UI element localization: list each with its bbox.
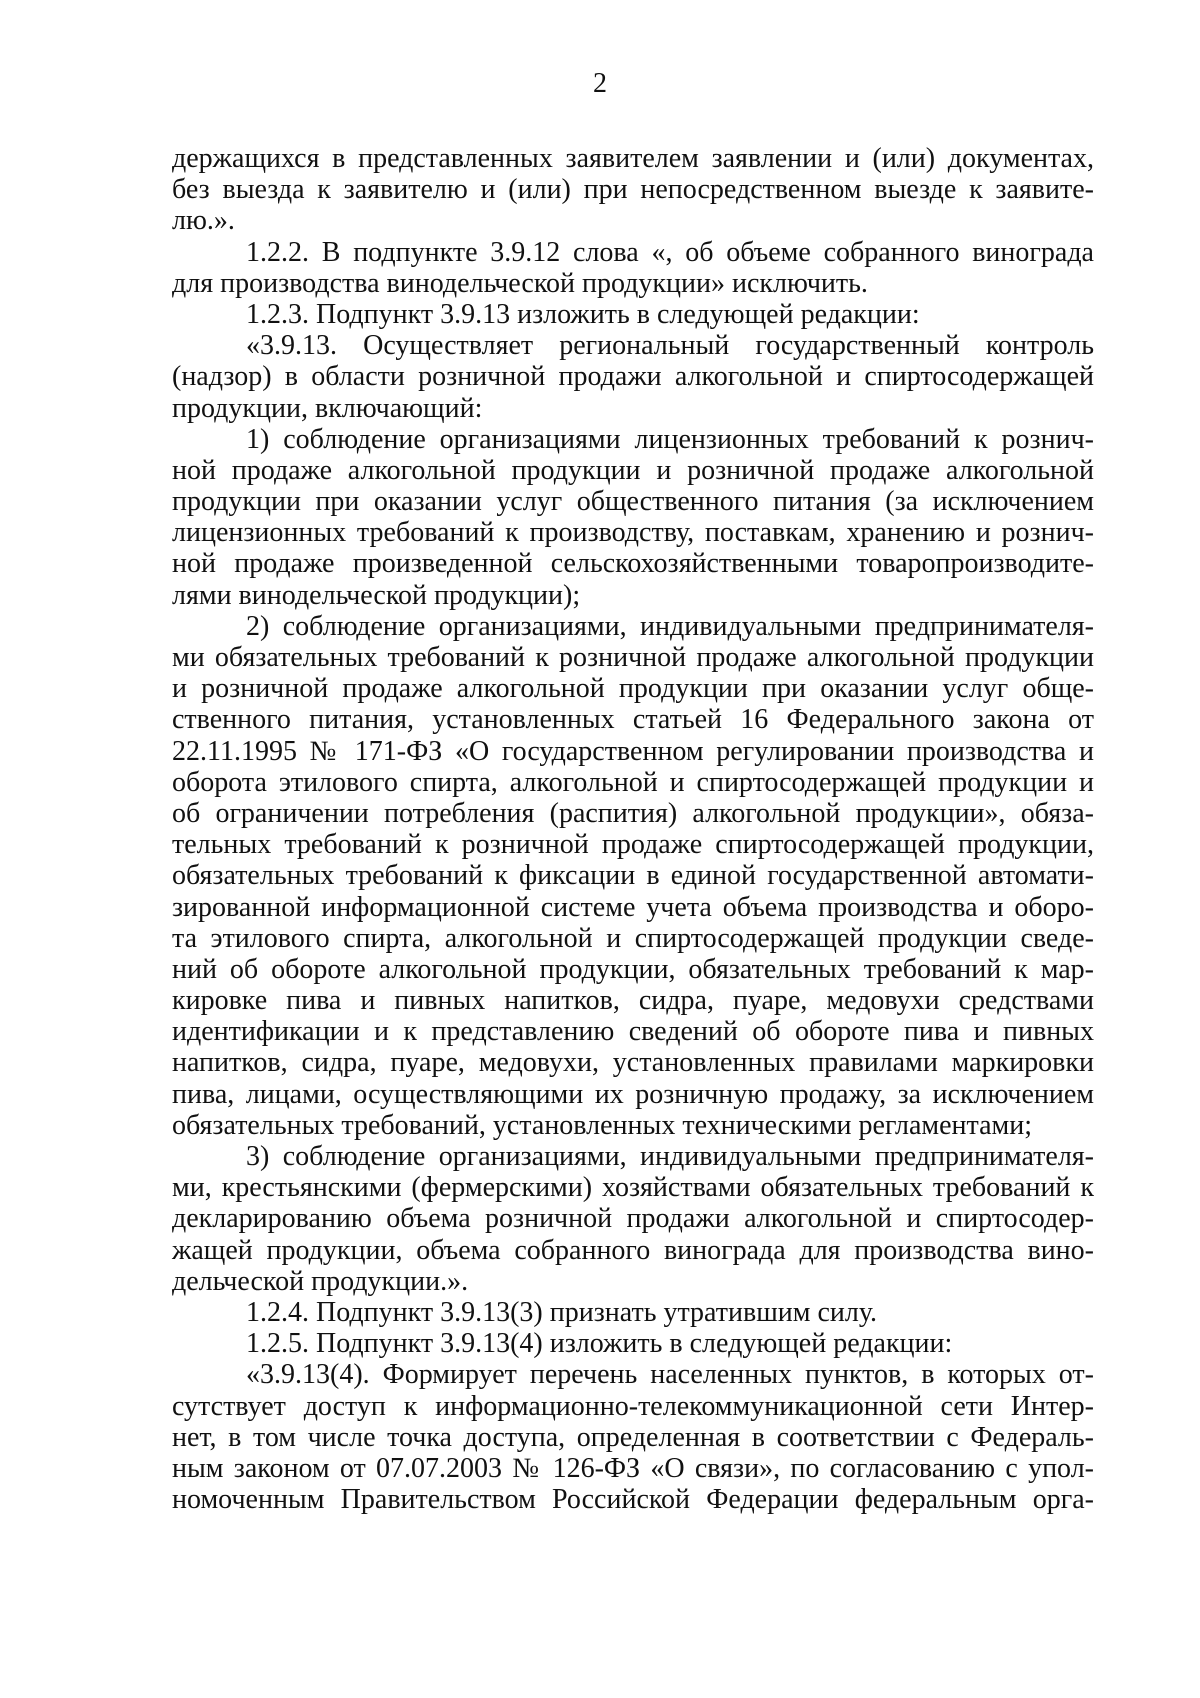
text-line: 1.2.4. Подпункт 3.9.13(3) признать утратившим силу.: [246, 1296, 878, 1328]
text-line: декларированию объема розничной продажи алкогольной и спиртосодер-: [172, 1203, 1094, 1235]
document-body: [172, 143, 1094, 1515]
text-line: ной продаже алкогольной продукции и розничной продаже алкогольной: [172, 454, 1094, 486]
text-line: (надзор) в области розничной продажи алкогольной и спиртосодержащей: [172, 361, 1094, 393]
text-line: держащихся в представленных заявителем заявлении и (или) документах,: [172, 143, 1094, 174]
text-line: 22.11.1995 № 171-ФЗ «О государственном регулировании производства и: [172, 735, 1094, 767]
text-line: «3.9.13. Осуществляет региональный государственный контроль: [246, 330, 1094, 362]
text-line: 1.2.5. Подпункт 3.9.13(4) изложить в следующей редакции:: [246, 1328, 953, 1360]
text-line: 1.2.3. Подпункт 3.9.13 изложить в следующей редакции:: [246, 298, 920, 330]
text-line: ственного питания, установленных статьей 16 Федерального закона от: [172, 704, 1094, 736]
text-line: кировке пива и пивных напитков, сидра, пуаре, медовухи средствами: [172, 985, 1094, 1017]
text-line: «3.9.13(4). Формирует перечень населенных пунктов, в которых от-: [246, 1359, 1094, 1391]
text-line: тельных требований к розничной продаже спиртосодержащей продукции,: [172, 829, 1094, 861]
text-line: обязательных требований к фиксации в единой государственной автомати-: [172, 860, 1094, 892]
text-line: ний об обороте алкогольной продукции, обязательных требований к мар-: [172, 953, 1094, 985]
text-line: и розничной продаже алкогольной продукции при оказании услуг обще-: [172, 673, 1094, 705]
text-line: пива, лицами, осуществляющими их розничную продажу, за исключением: [172, 1078, 1094, 1110]
text-line: продукции, включающий:: [172, 392, 483, 424]
text-line: обязательных требований, установленных техническими регламентами;: [172, 1109, 1033, 1141]
text-line: ным законом от 07.07.2003 № 126-ФЗ «О связи», по согласованию с упол-: [172, 1452, 1094, 1484]
text-line: дельческой продукции.».: [172, 1265, 469, 1297]
text-line: лями винодельческой продукции);: [172, 579, 581, 611]
text-line: жащей продукции, объема собранного винограда для производства вино-: [172, 1234, 1094, 1266]
text-line: об ограничении потребления (распития) алкогольной продукции», обяза-: [172, 797, 1094, 829]
text-line: для производства винодельческой продукции» исключить.: [172, 267, 868, 299]
text-line: 1) соблюдение организациями лицензионных требований к рознич-: [246, 423, 1094, 455]
text-line: напитков, сидра, пуаре, медовухи, установленных правилами маркировки: [172, 1047, 1094, 1079]
text-line: та этилового спирта, алкогольной и спиртосодержащей продукции сведе-: [172, 922, 1094, 954]
text-line: нет, в том числе точка доступа, определенная в соответствии с Федераль-: [172, 1421, 1094, 1453]
text-line: зированной информационной системе учета объема производства и оборо-: [172, 891, 1094, 923]
text-line: сутствует доступ к информационно-телекоммуникационной сети Интер-: [172, 1390, 1094, 1422]
text-line: 2) соблюдение организациями, индивидуальными предпринимателя-: [246, 610, 1094, 642]
text-line: без выезда к заявителю и (или) при непосредственном выезде к заявите-: [172, 174, 1094, 206]
text-line: 1.2.2. В подпункте 3.9.12 слова «, об объеме собранного винограда: [246, 236, 1094, 268]
text-line: номоченным Правительством Российской Федерации федеральным орга-: [172, 1484, 1094, 1516]
text-line: лю.».: [172, 205, 235, 237]
text-line: лицензионных требований к производству, поставкам, хранению и рознич-: [172, 517, 1094, 549]
text-line: ми, крестьянскими (фермерскими) хозяйствами обязательных требований к: [172, 1172, 1094, 1204]
text-line: 3) соблюдение организациями, индивидуальными предпринимателя-: [246, 1141, 1094, 1172]
text-line: идентификации и к представлению сведений об обороте пива и пивных: [172, 1016, 1094, 1048]
text-line: ной продаже произведенной сельскохозяйственными товаропроизводите-: [172, 548, 1094, 580]
text-line: продукции при оказании услуг общественного питания (за исключением: [172, 486, 1094, 518]
text-line: ми обязательных требований к розничной продаже алкогольной продукции: [172, 642, 1094, 673]
text-line: оборота этилового спирта, алкогольной и спиртосодержащей продукции и: [172, 766, 1094, 798]
page-number: 2: [593, 68, 607, 99]
